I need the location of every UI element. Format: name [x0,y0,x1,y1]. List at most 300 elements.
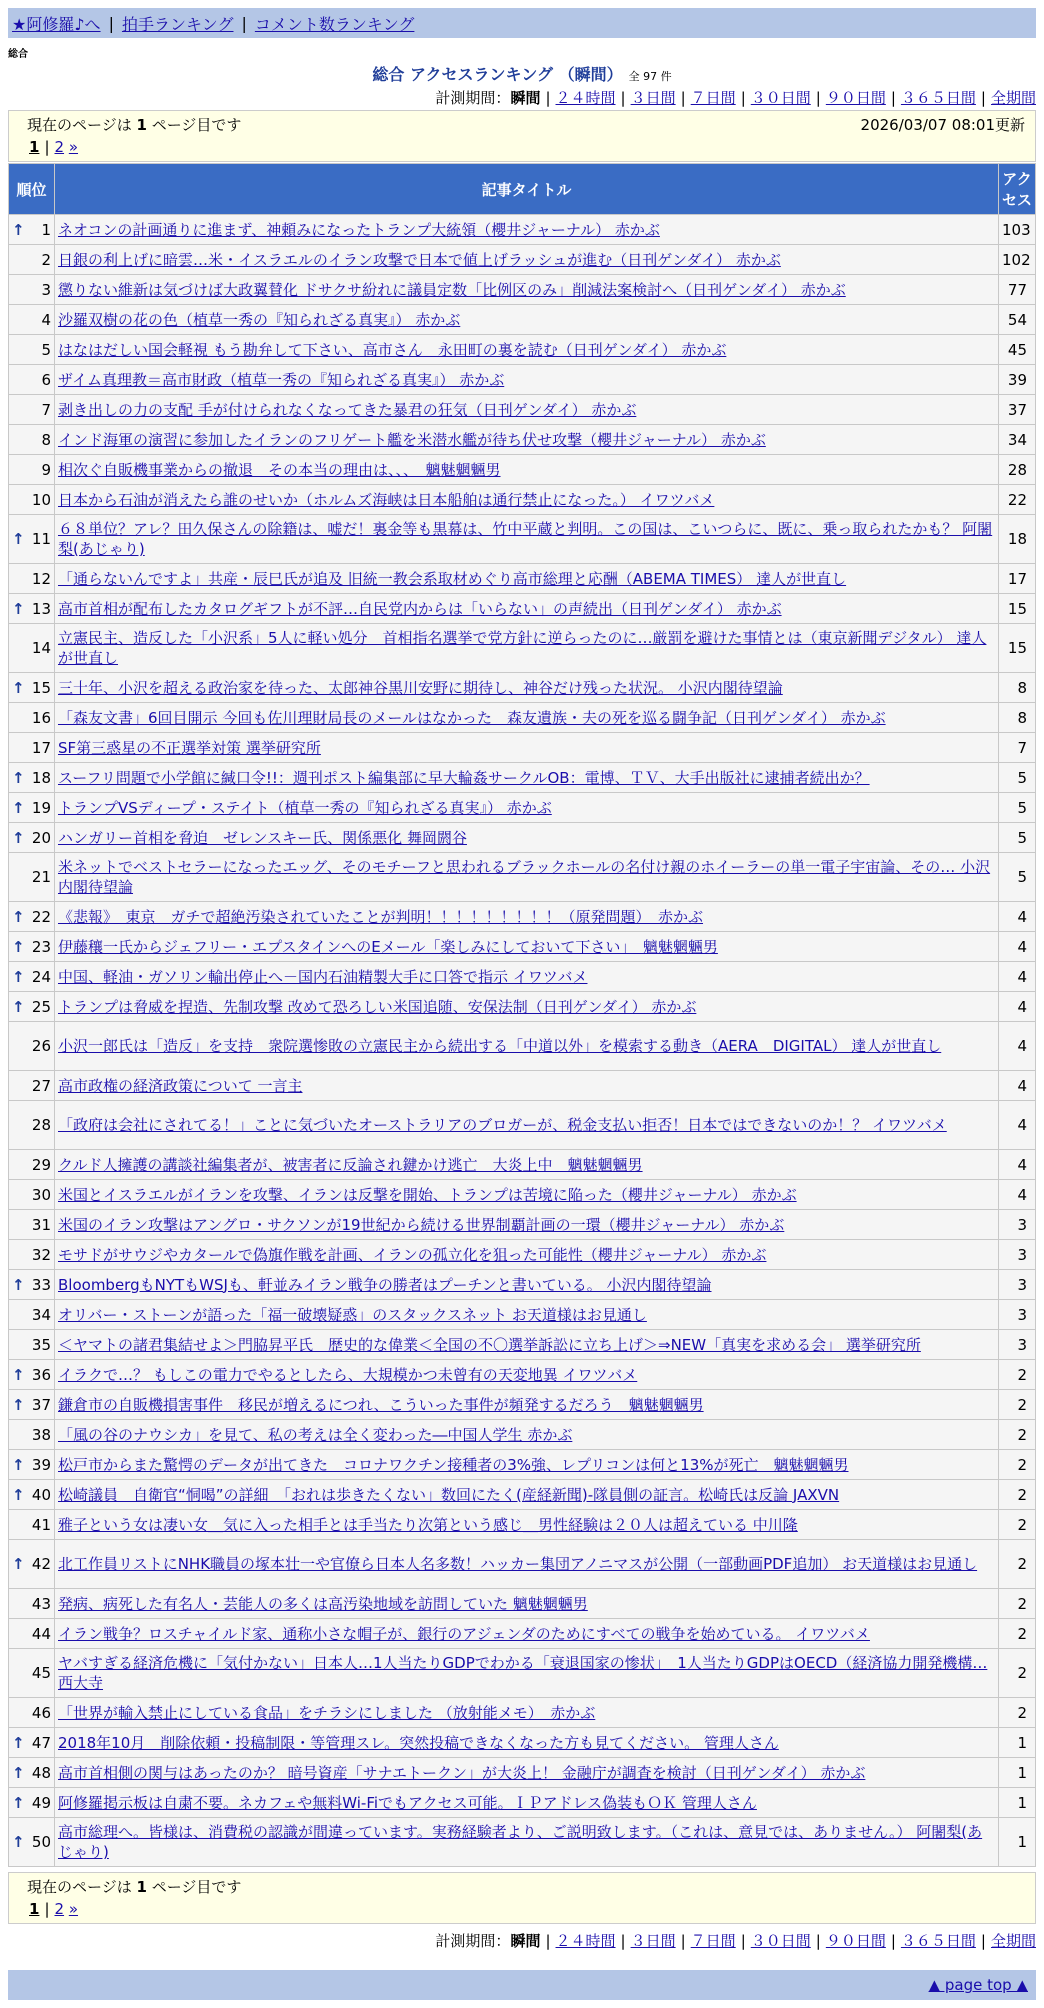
article-title-link[interactable]: 松崎議員 自衛官“恫喝”の詳細 「おれは歩きたくない」数回にたく(産経新聞)-隊員側の証言。松崎氏は反論 JAXVN [58,1485,840,1504]
access-count: 8 [999,673,1036,703]
access-count: 17 [999,564,1036,594]
period-selector-bottom [435,1930,1036,1951]
table-row [9,1788,1036,1818]
period-link[interactable]: ３６５日間 [900,1932,976,1950]
nav-separator: | [241,13,247,33]
title-cell [55,215,999,245]
title-cell [55,624,999,673]
rank-cell [9,1589,55,1619]
rank-number: 31 [31,1215,51,1234]
article-title-link[interactable]: モサドがサウジやカタールで偽旗作戦を計画、イランの孤立化を狙った可能性（櫻井ジャーナル） 赤かぶ [58,1245,767,1264]
article-title-link[interactable]: 《悲報》 東京 ガチで超絶汚染されていたことが判明！！！！！！！！！（原発問題） 赤かぶ [58,907,704,926]
rank-cell [9,1150,55,1180]
title-cell [55,1360,999,1390]
page-separator: | [44,138,50,156]
up-arrow-icon: ↑ [12,967,25,986]
table-row [9,1540,1036,1589]
access-count: 2 [999,1480,1036,1510]
rank-number: 41 [31,1515,51,1534]
total-count: 全 97 件 [628,70,672,83]
period-separator: | [980,1932,986,1950]
rank-number: 9 [41,460,51,479]
pager-status-row [9,111,1035,138]
clap-ranking-link[interactable]: 拍手ランキング [121,14,234,34]
title-cell [55,305,999,335]
table-row [9,992,1036,1022]
title-cell [55,1589,999,1619]
page-top-link[interactable]: ▲ page top ▲ [928,1976,1028,1994]
next-page-link[interactable]: » [68,138,79,156]
period-separator: | [740,1932,746,1950]
title-cell [55,1510,999,1540]
up-arrow-icon: ↑ [12,220,25,239]
period-link[interactable]: ９０日間 [825,1932,886,1950]
access-count: 5 [999,763,1036,793]
page-2-link[interactable]: 2 [54,1900,65,1918]
article-title-link[interactable]: BloombergもNYTもWSJも、軒並みイラン戦争の勝者はプーチンと書いている。 小沢内閣待望論 [58,1275,712,1294]
title-cell [55,1300,999,1330]
article-title-link[interactable]: 「政府は会社にされてる！」ことに気づいたオーストラリアのブロガーが、税金支払い拒否！日本ではできないのか！？ イワツバメ [58,1116,947,1134]
rank-number: 8 [41,430,51,449]
rank-number: 42 [31,1555,51,1573]
article-title-link[interactable]: トランプVSディープ・ステイト（植草一秀の『知られざる真実』） 赤かぶ [58,798,552,817]
article-title-link[interactable]: 米国とイスラエルがイランを攻撃、イランは反撃を開始、トランプは苦境に陥った（櫻井ジャーナル） 赤かぶ [58,1185,797,1204]
access-count: 2 [999,1619,1036,1649]
article-title-link[interactable]: 高市首相が配布したカタログギフトが不評…自民党内からは「いらない」の声続出（日刊ゲンダイ） 赤かぶ [58,599,782,618]
rank-cell [9,245,55,275]
title-cell [55,425,999,455]
access-count: 1 [999,1758,1036,1788]
table-row [9,1210,1036,1240]
period-label: 計測期間： [435,1932,511,1950]
article-title-link[interactable]: 懲りない維新は気づけば大政翼賛化 ドサクサ紛れに議員定数「比例区のみ」削減法案検討へ（日刊ゲンダイ） 赤かぶ [58,280,846,299]
pager-status-prefix: 現在のページは [27,116,132,134]
table-row [9,962,1036,992]
article-title-link[interactable]: 発病、病死した有名人・芸能人の多くは高汚染地域を訪問していた 魑魅魍魎男 [58,1594,588,1613]
access-count: 3 [999,1240,1036,1270]
article-title-link[interactable]: SF第三惑星の不正選挙対策 選挙研究所 [58,738,321,757]
rank-number: 47 [31,1733,51,1752]
rank-number: 4 [41,310,51,329]
rank-number: 7 [41,400,51,419]
title-cell [55,1649,999,1698]
access-count: 54 [999,305,1036,335]
access-count: 102 [999,245,1036,275]
article-title-link[interactable]: スーフリ問題で小学館に緘口令!!：週刊ポスト編集部に早大輪姦サークルOB：電博、ＴＶ、大手出版社に逮捕者続出か？ [58,768,870,787]
rank-cell [9,1649,55,1698]
title-cell [55,902,999,932]
article-title-link[interactable]: ザイム真理教＝高市財政（植草一秀の『知られざる真実』） 赤かぶ [58,370,505,389]
article-title-link[interactable]: 高市首相側の関与はあったのか？ 暗号資産「サナエトークン」が大炎上！ 金融庁が調査を検討（日刊ゲンダイ） 赤かぶ [58,1763,866,1782]
home-link[interactable]: ★阿修羅♪へ [12,14,101,34]
table-row [9,1270,1036,1300]
rank-number: 16 [31,708,51,727]
access-count: 2 [999,1510,1036,1540]
rank-cell [9,1071,55,1101]
rank-cell [9,564,55,594]
table-row [9,1649,1036,1698]
table-row [9,425,1036,455]
period-link[interactable]: 全期間 [990,1932,1036,1950]
access-count: 5 [999,823,1036,853]
article-title-link[interactable]: 米国のイラン攻撃はアングロ・サクソンが19世紀から続ける世界制覇計画の一環（櫻井ジャーナル） 赤かぶ [58,1215,785,1234]
access-count: 3 [999,1210,1036,1240]
rank-number: 20 [31,828,51,847]
article-title-link[interactable]: 「世界が輸入禁止にしている食品」をチラシにしました （放射能メモ） 赤かぶ [58,1703,596,1722]
article-title-link[interactable]: ６８単位？アレ？田久保さんの除籍は、嘘だ！裏金等も黒幕は、竹中平蔵と判明。この国は、こいつらに、既に、乗っ取られたかも？ 阿闍梨(あじゃり) [58,520,993,558]
article-title-link[interactable]: イラン戦争？ロスチャイルド家、通称小さな帽子が、銀行のアジェンダのためにすべての戦争を始めている。 イワツバメ [58,1624,870,1643]
rank-number: 45 [31,1664,51,1682]
up-arrow-icon: ↑ [12,1365,25,1384]
up-arrow-icon: ↑ [12,997,25,1016]
rank-cell [9,793,55,823]
access-count: 4 [999,1180,1036,1210]
rank-cell [9,1510,55,1540]
article-title-link[interactable]: 阿修羅掲示板は自粛不要。ネカフェや無料Wi-Fiでもアクセス可能。ＩＰアドレス偽装もＯＫ 管理人さん [58,1793,757,1812]
rank-cell [9,1818,55,1867]
rank-number: 30 [31,1185,51,1204]
table-row [9,365,1036,395]
rank-cell [9,992,55,1022]
table-row [9,1510,1036,1540]
access-count: 103 [999,215,1036,245]
access-count: 2 [999,1390,1036,1420]
pager-current-number: 1 [136,116,147,134]
page-current: 1 [29,1900,40,1918]
period-separator: | [740,89,746,107]
period-separator: | [680,1932,686,1950]
access-count: 37 [999,395,1036,425]
article-title-link[interactable]: 松戸市からまた驚愕のデータが出てきた コロナワクチン接種者の3%強、レプリコンは何と13%が死亡 魑魅魍魎男 [58,1455,849,1474]
article-title-link[interactable]: 「森友文書」6回目開示 今回も佐川理財局長のメールはなかった 森友遺族・夫の死を巡る闘争記（日刊ゲンダイ） 赤かぶ [58,708,886,727]
period-separator: | [890,89,896,107]
period-link[interactable]: ３日間 [630,89,676,107]
period-link[interactable]: ３日間 [630,1932,676,1950]
table-row [9,1619,1036,1649]
article-title-link[interactable]: インド海軍の演習に参加したイランのフリゲート艦を米潜水艦が待ち伏せ攻撃（櫻井ジャーナル） 赤かぶ [58,430,766,449]
page-title: 総合 アクセスランキング （瞬間） [372,65,623,84]
title-cell [55,1240,999,1270]
rank-number: 10 [31,490,51,509]
rank-number: 21 [31,868,51,886]
table-row [9,1728,1036,1758]
up-arrow-icon: ↑ [12,1763,25,1782]
table-row [9,395,1036,425]
article-title-link[interactable]: 北工作員リストにNHK職員の塚本壮一や官僚ら日本人名多数！ハッカー集団アノニマスが公開（一部動画PDF追加） お天道様はお見通し [58,1555,978,1573]
rank-cell [9,215,55,245]
title-cell [55,455,999,485]
article-title-link[interactable]: 米ネットでベストセラーになったエッグ、そのモチーフと思われるブラックホールの名付け親のホイーラーの単一電子宇宙論、その… 小沢内閣待望論 [58,858,991,896]
access-count: 5 [999,793,1036,823]
access-count: 2 [999,1540,1036,1589]
rank-number: 6 [41,370,51,389]
table-row [9,1101,1036,1150]
up-arrow-icon: ↑ [12,1833,25,1851]
table-row [9,1758,1036,1788]
page-2-link[interactable]: 2 [54,138,65,156]
article-title-link[interactable]: イラクで…？ もしこの電力でやるとしたら、大規模かつ未曾有の天変地異 イワツバメ [58,1365,638,1384]
access-count: 4 [999,1101,1036,1150]
title-cell [55,992,999,1022]
access-count: 15 [999,624,1036,673]
table-row [9,515,1036,564]
article-title-link[interactable]: 雅子という女は凄い女＿気に入った相手とは手当たり次第という感じ＿男性経験は２０人は超えている 中川隆 [58,1515,798,1534]
table-row [9,932,1036,962]
article-title-link[interactable]: 「風の谷のナウシカ」を見て、私の考えは全く変わった―中国人学生 赤かぶ [58,1425,573,1444]
rank-cell [9,1540,55,1589]
article-title-link[interactable]: 2018年10月 削除依頼・投稿制限・等管理スレ。突然投稿できなくなった方も見てください。 管理人さん [58,1733,779,1752]
rank-cell [9,395,55,425]
access-count: 3 [999,1270,1036,1300]
title-cell [55,962,999,992]
period-separator: | [545,1932,551,1950]
period-link[interactable]: ２４時間 [555,1932,616,1950]
article-title-link[interactable]: ハンガリー首相を脅迫 ゼレンスキー氏、関係悪化 舞岡閼谷 [58,828,467,847]
period-link[interactable]: ３６５日間 [900,89,976,107]
period-link[interactable]: 全期間 [990,89,1036,107]
period-separator: | [980,89,986,107]
title-cell [55,1758,999,1788]
article-title-link[interactable]: 「通らないんですよ」共産・辰巳氏が追及 旧統一教会系取材めぐり高市総理と応酬（ABEMA TIMES） 達人が世直し [58,569,847,588]
rank-number: 28 [31,1116,51,1134]
table-row [9,1360,1036,1390]
access-count: 45 [999,335,1036,365]
article-title-link[interactable]: はなはだしい国会軽視 もう勘弁して下さい、高市さん 永田町の裏を読む（日刊ゲンダイ） 赤かぶ [58,340,727,359]
pager-status [27,114,241,138]
title-header: 記事タイトル [55,164,999,215]
rank-number: 27 [31,1076,51,1095]
access-count: 3 [999,1300,1036,1330]
rank-cell [9,1420,55,1450]
article-title-link[interactable]: 伊藤穰一氏からジェフリー・エプスタインへのEメール「楽しみにしておいて下さい」 魑魅魍魎男 [58,937,718,956]
rank-number: 22 [31,907,51,926]
ranking-table [8,163,1036,1867]
rank-number: 2 [41,250,51,269]
title-cell [55,594,999,624]
rank-cell [9,853,55,902]
title-cell [55,703,999,733]
rank-number: 3 [41,280,51,299]
rank-number: 40 [31,1485,51,1504]
updated-timestamp: 2026/03/07 08:01更新 [860,116,1025,134]
up-arrow-icon: ↑ [12,1793,25,1812]
access-count: 34 [999,425,1036,455]
table-row [9,245,1036,275]
rank-number: 32 [31,1245,51,1264]
rank-cell [9,335,55,365]
next-page-link[interactable]: » [68,1900,79,1918]
pager-bottom [8,1872,1036,1924]
period-separator: | [815,1932,821,1950]
article-title-link[interactable]: 相次ぐ自販機事業からの撤退 その本当の理由は、、、 魑魅魍魎男 [58,460,501,479]
table-row [9,305,1036,335]
period-separator: | [815,89,821,107]
article-title-link[interactable]: 小沢一郎氏は「造反」を支持 衆院選惨敗の立憲民主から続出する「中道以外」を模索する動き（AERA DIGITAL） 達人が世直し [58,1037,942,1055]
period-link[interactable]: ９０日間 [825,89,886,107]
page-links [9,138,1035,160]
rank-cell [9,305,55,335]
table-row [9,624,1036,673]
title-cell [55,564,999,594]
title-cell [55,1420,999,1450]
up-arrow-icon: ↑ [12,907,25,926]
up-arrow-icon: ↑ [12,1555,25,1573]
rank-cell [9,1758,55,1788]
period-link[interactable]: ７日間 [690,89,736,107]
rank-number: 34 [31,1305,51,1324]
bottom-bar [8,1970,1036,2000]
article-title-link[interactable]: ネオコンの計画通りに進まず、神頼みになったトランプ大統領（櫻井ジャーナル） 赤かぶ [58,220,660,239]
table-row [9,564,1036,594]
article-title-link[interactable]: 中国、軽油・ガソリン輸出停止へ－国内石油精製大手に口答で指示 イワツバメ [58,967,588,986]
ranking-rows [9,215,1036,1867]
table-row [9,1022,1036,1071]
rank-cell [9,365,55,395]
title-cell [55,515,999,564]
rank-cell [9,1240,55,1270]
access-count: 18 [999,515,1036,564]
nav-separator: | [108,13,114,33]
article-title-link[interactable]: 立憲民主、造反した「小沢系」5人に軽い処分 首相指名選挙で党方針に逆らったのに…厳罰を避けた事情とは（東京新聞デジタル） 達人が世直し [58,629,987,667]
access-count: 8 [999,703,1036,733]
table-row [9,793,1036,823]
rank-number: 46 [31,1703,51,1722]
period-current: 瞬間 [510,1932,541,1950]
period-separator: | [680,89,686,107]
title-cell [55,1022,999,1071]
table-row [9,763,1036,793]
up-arrow-icon: ↑ [12,798,25,817]
rank-cell [9,1022,55,1071]
up-arrow-icon: ↑ [12,1395,25,1414]
title-cell [55,365,999,395]
rank-cell [9,425,55,455]
article-title-link[interactable]: ＜ヤマトの諸君集結せよ＞門脇昇平氏 歴史的な偉業＜全国の不〇選挙訴訟に立ち上げ＞⇒NEW「真実を求める会」 選挙研究所 [58,1335,921,1354]
rank-number: 25 [31,997,51,1016]
comment-ranking-link[interactable]: コメント数ランキング [254,14,415,34]
table-row [9,1300,1036,1330]
article-title-link[interactable]: 鎌倉市の自販機損害事件 移民が増えるにつれ、こういった事件が頻発するだろう 魑魅魍魎男 [58,1395,704,1414]
page-links [9,1900,1035,1922]
rank-cell [9,1698,55,1728]
rank-header: 順位 [9,164,55,215]
table-row [9,1150,1036,1180]
access-count: 28 [999,455,1036,485]
table-row [9,1180,1036,1210]
period-separator: | [545,89,551,107]
rank-number: 26 [31,1037,51,1055]
title-cell [55,932,999,962]
period-link[interactable]: ３０日間 [750,89,811,107]
table-row [9,1480,1036,1510]
rank-cell [9,1330,55,1360]
period-selector-top [435,87,1036,108]
access-count: 4 [999,1150,1036,1180]
title-cell [55,1071,999,1101]
period-link[interactable]: ７日間 [690,1932,736,1950]
rank-number: 5 [41,340,51,359]
rank-number: 44 [31,1624,51,1643]
table-row [9,1589,1036,1619]
access-count: 15 [999,594,1036,624]
article-title-link[interactable]: 三十年、小沢を超える政治家を待った、太郎神谷黒川安野に期待し、神谷だけ残った状況。 小沢内閣待望論 [58,678,783,697]
title-cell [55,1270,999,1300]
up-arrow-icon: ↑ [12,678,25,697]
rank-cell [9,1619,55,1649]
article-title-link[interactable]: 高市政権の経済政策について 一言主 [58,1076,303,1095]
rank-number: 12 [31,569,51,588]
article-title-link[interactable]: ヤバすぎる経済危機に「気付かない」日本人…1人当たりGDPでわかる「衰退国家の惨状」 1人当たりGDPはOECD（経済協力開発機構… 西大寺 [58,1654,988,1692]
rank-number: 39 [31,1455,51,1474]
table-row [9,1698,1036,1728]
title-cell [55,1101,999,1150]
pager-status-prefix: 現在のページは [27,1878,132,1896]
period-link[interactable]: ２４時間 [555,89,616,107]
period-separator: | [890,1932,896,1950]
access-header: アクセス [999,164,1036,215]
rank-cell [9,673,55,703]
table-row [9,485,1036,515]
page-separator: | [44,1900,50,1918]
pager-status-row [9,1873,1035,1900]
article-title-link[interactable]: 日本から石油が消えたら誰のせいか（ホルムズ海峡は日本船舶は通行禁止になった。） イワツバメ [58,490,715,509]
article-title-link[interactable]: 高市総理へ。皆様は、消費税の認識が間違っています。実務経験者より、ご説明致します。（これは、意見では、ありません。） 阿闍梨(あじゃり) [58,1823,983,1861]
table-row [9,902,1036,932]
rank-cell [9,1360,55,1390]
period-link[interactable]: ３０日間 [750,1932,811,1950]
table-row [9,1420,1036,1450]
article-title-link[interactable]: 沙羅双樹の花の色（植草一秀の『知られざる真実』） 赤かぶ [58,310,461,329]
pager-status [27,1876,241,1900]
title-cell [55,335,999,365]
article-title-link[interactable]: 剥き出しの力の支配 手が付けられなくなってきた暴君の狂気（日刊ゲンダイ） 赤かぶ [58,400,637,419]
rank-number: 29 [31,1155,51,1174]
access-count: 7 [999,733,1036,763]
table-row [9,1450,1036,1480]
rank-cell [9,624,55,673]
rank-number: 37 [31,1395,51,1414]
access-count: 4 [999,1022,1036,1071]
rank-cell [9,763,55,793]
access-count: 4 [999,932,1036,962]
access-count: 1 [999,1818,1036,1867]
title-cell [55,245,999,275]
title-cell [55,1698,999,1728]
up-arrow-icon: ↑ [12,937,25,956]
rank-cell [9,902,55,932]
access-count: 4 [999,962,1036,992]
title-cell [55,1540,999,1589]
article-title-link[interactable]: オリバー・ストーンが語った「福一破壊疑惑」のスタックスネット お天道様はお見通し [58,1305,647,1324]
pager-status-suffix: ページ目です [151,1878,242,1896]
table-row [9,823,1036,853]
pager-top [8,110,1036,162]
article-title-link[interactable]: 日銀の利上げに暗雲…米・イスラエルのイラン攻撃で日本で値上げラッシュが進む（日刊ゲンダイ） 赤かぶ [58,250,781,269]
up-arrow-icon: ↑ [12,828,25,847]
title-cell [55,1210,999,1240]
up-arrow-icon: ↑ [12,1485,25,1504]
rank-number: 24 [31,967,51,986]
article-title-link[interactable]: トランプは脅威を捏造、先制攻撃 改めて恐ろしい米国追随、安保法制（日刊ゲンダイ） 赤かぶ [58,997,697,1016]
title-cell [55,1180,999,1210]
rank-cell [9,455,55,485]
rank-cell [9,1270,55,1300]
title-cell [55,1728,999,1758]
title-cell [55,1150,999,1180]
rank-cell [9,275,55,305]
article-title-link[interactable]: クルド人擁護の講談社編集者が、被害者に反論され鍵かけ逃亡 大炎上中 魑魅魍魎男 [58,1155,643,1174]
title-cell [55,1330,999,1360]
